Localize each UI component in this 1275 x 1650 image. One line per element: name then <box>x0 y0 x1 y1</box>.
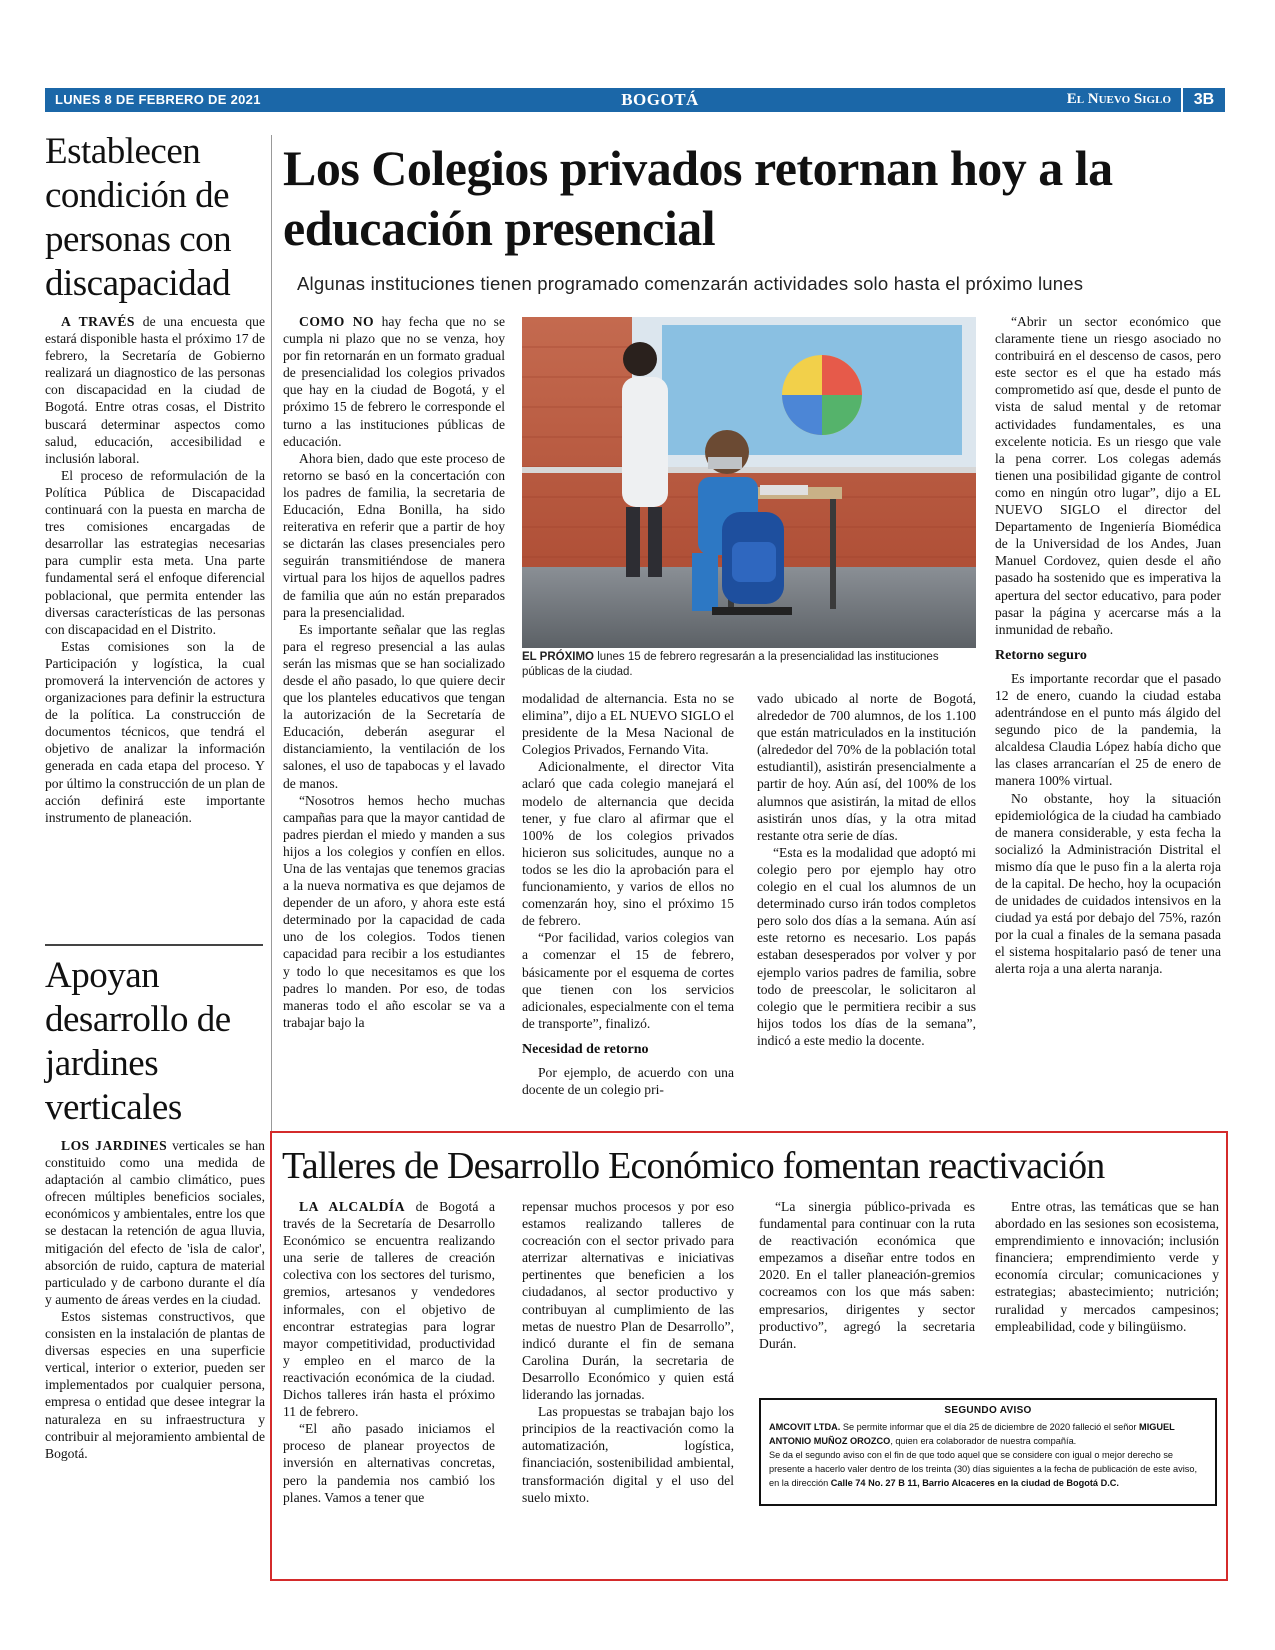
paragraph: No obstante, hoy la situación epidemiológica de la ciudad ha cambiado de manera considerable, y esta fecha la socializó la Administración Distrital el mismo día que le puso fin a la alerta roja de la capital. De hecho, hoy la ocupación de unidades de cuidados intensivos en la ciudad ya está por debajo del 75%, razón por la cual a finales de la semana pasada el sistema hospitalario pasó de tener una alerta roja a una alerta naranja. <box>995 790 1221 977</box>
notice-address: Calle 74 No. 27 B 11, Barrio Alcaceres en la ciudad de Bogotá D.C. <box>830 1478 1119 1488</box>
box-headline: Talleres de Desarrollo Económico fomentan reactivación <box>282 1145 1105 1187</box>
paragraph: Estos sistemas constructivos, que consisten en la instalación de plantas de diversas especies en una superficie vertical, interior o exterior, pueden ser implementados por cualquier persona, empresa o entidad que desee integrar la naturaleza en su infraestructura y contribuir al mejoramiento ambiental de Bogotá. <box>45 1308 265 1461</box>
sidebar-divider <box>45 944 263 946</box>
lead-in: LA ALCALDÍA <box>299 1199 406 1214</box>
paragraph: Entre otras, las temáticas que se han abordado en las sesiones son ecosistema, emprendimiento e innovación; inclusión financiera; emprendimiento verde y economía circular; comunicaciones y estrategias; abastecimiento; nutrición; ruralidad y mercados campesinos; empleabilidad, code y bilingüismo. <box>995 1199 1219 1334</box>
paragraph: de Bogotá a través de la Secretaría de Desarrollo Económico se encuentra realizando una serie de talleres de creación colectiva con los sectores del turismo, gremios, artesanos y vendedores informales, con el objetivo de encontrar estrategias para lograr mayor competitividad, productividad y empleo en el marco de la reactivación económica de la ciudad. Dichos talleres irán hasta el próximo 11 de febrero. <box>283 1199 495 1420</box>
paragraph: de una encuesta que estará disponible hasta el próximo 17 de febrero, la Secretaría de Gobierno realizará un diagnostico de las personas con discapacidad en la ciudad de Bogotá. Entre otras cosas, el Distrito buscará determinar aspectos como salud, educación, accesibilidad e inclusión laboral. <box>45 314 265 466</box>
lead-in: LOS JARDINES <box>61 1138 168 1153</box>
photo-caption <box>522 650 976 680</box>
page-header-bar <box>45 88 1225 112</box>
sidebar-headline-1: Establecen condición de personas con discapacidad <box>45 131 232 304</box>
main-column-1 <box>283 313 505 1031</box>
crosshead: Retorno seguro <box>995 647 1087 663</box>
caption-text: lunes 15 de febrero regresarán a la presencialidad las instituciones públicas de la ciudad. <box>522 651 939 678</box>
caption-label: EL PRÓXIMO <box>522 651 594 663</box>
paragraph: “Por facilidad, varios colegios van a comenzar el 15 de febrero, básicamente por el esquema de cortes que tienen con los servicios adicionales, especialmente con el tema de transporte”, finalizó. <box>522 930 734 1031</box>
paragraph: Estas comisiones son la de Participación y logística, la cual promoverá la intervención de actores y organizaciones para definir la estructura de la política. La construcción de documentos técnicos, que tendrá el objetivo de analizar la información generada en cada etapa del proceso. Y por último la construcción de un plan de acción definirá este importante instrumento de planeación. <box>45 638 265 825</box>
box-column-4 <box>995 1198 1219 1335</box>
sidebar-headline-2: Apoyan desarrollo de jardines verticales <box>45 955 231 1128</box>
box-column-2 <box>522 1198 734 1506</box>
paragraph: “Esta es la modalidad que adoptó mi colegio pero por ejemplo hay otro colegio en el cual los alumnos de un determinado curso irán todos completos pero solo dos días a la semana. Aún así este retorno es necesario. Los papás estaban desesperados por volver y por ejemplo varios padres de familia, sobre todo de preescolar, le solicitaron al colegio que le permitiera recibir a sus hijos todos los días de la semana”, indicó a este medio la docente. <box>757 844 976 1048</box>
classroom-photo <box>522 317 976 648</box>
paragraph: verticales se han constituido como una medida de adaptación al cambio climático, pues ofrecen múltiples beneficios sociales, económicos y ambientales, entre los que se destacan la retención de agua lluvia, mitigación del efecto de 'isla de calor', absorción de ruido, captura de material particulado y de carbono durante el día y aumento de áreas verdes en la ciudad. <box>45 1138 265 1307</box>
newspaper-name: El Nuevo Siglo <box>1066 91 1171 107</box>
classroom-illustration <box>522 317 976 648</box>
notice-company: AMCOVIT LTDA. <box>769 1422 841 1432</box>
paragraph: Adicionalmente, el director Vita aclaró que cada colegio manejará el modelo de alternancia que decida tener, y fue claro al afirmar que el 100% de los colegios privados hicieron sus solicitudes, aunque no a todos se les dio la aprobación para el funcionamiento, y varios de ellos no comenzarán hoy, sino el próximo 15 de febrero. <box>522 759 734 929</box>
page-number: 3B <box>1181 88 1225 112</box>
legal-notice <box>759 1398 1217 1506</box>
crosshead: Necesidad de retorno <box>522 1041 649 1057</box>
main-column-4 <box>995 313 1221 978</box>
main-subheadline: Algunas instituciones tienen programado comenzarán actividades solo hasta el próximo lunes <box>297 273 1084 294</box>
notice-text: Se permite informar que el día 25 de diciembre de 2020 falleció el señor <box>840 1422 1140 1432</box>
box-column-1 <box>283 1198 495 1506</box>
notice-text: , quien era colaborador de nuestra compañía. <box>890 1436 1077 1446</box>
box-column-3 <box>759 1198 975 1352</box>
notice-body <box>769 1420 1207 1490</box>
paragraph: modalidad de alternancia. Esta no se elimina”, dijo a EL NUEVO SIGLO el presidente de la Mesa Nacional de Colegios Privados, Fernando Vita. <box>522 691 734 758</box>
lead-in: A TRAVÉS <box>61 314 135 329</box>
paragraph: Por ejemplo, de acuerdo con una docente de un colegio pri- <box>522 1064 734 1098</box>
paragraph: vado ubicado al norte de Bogotá, alrededor de 700 alumnos, de los 1.100 que están matriculados en la institución (alrededor del 70% de la población total estudiantil), asistirán presencialmente a partir de hoy. Aún así, del 100% de los alumnos que asistirán, la mitad de ellos asistirán unos días, y la otra mitad restante otra serie de días. <box>757 691 976 843</box>
main-column-2 <box>522 690 734 1098</box>
paragraph: “El año pasado iniciamos el proceso de planear proyectos de inversión en alternativas concretas, pero la pandemia nos cambió los planes. Vamos a tener que <box>283 1421 495 1505</box>
paragraph: Es importante señalar que las reglas para el regreso presencial a las aulas serán las mismas que se han socializado desde el año pasado, lo que quiere decir que los planteles educativos que tengan la autorización de la Secretaría de Educación, deberán asegurar el distanciamiento, la ventilación de los salones, el uso de tapabocas y el lavado de manos. <box>283 621 505 791</box>
notice-title: SEGUNDO AVISO <box>944 1405 1032 1416</box>
notice-person: MIGUEL ANTONIO MUÑOZ OROZCO <box>769 1422 1175 1446</box>
main-column-3 <box>757 690 976 1049</box>
sidebar-story-1-body <box>45 313 265 826</box>
paragraph: “La sinergia público-privada es fundamental para continuar con la ruta de reactivación económica que empezamos a diseñar entre todos en 2020. En el taller planeación-gremios cocreamos con los que más saben: empresarios, dirigentes y sector productivo”, agregó la secretaria Durán. <box>759 1199 975 1351</box>
main-headline: Los Colegios privados retornan hoy a la educación presencial <box>283 140 1113 256</box>
paragraph: El proceso de reformulación de la Política Pública de Discapacidad continuará con la puesta en marcha de tres comisiones encargadas de desarrollar las estrategias necesarias para cumplir esta meta. Una parte fundamental será el enfoque diferencial poblacional, que permita entender las diversas características de las personas con discapacidad en el Distrito. <box>45 467 265 637</box>
sidebar-story-2-body <box>45 1137 265 1462</box>
issue-date: LUNES 8 DE FEBRERO DE 2021 <box>55 92 261 107</box>
paragraph: hay fecha que no se cumpla ni plazo que no se venza, hoy por fin retornarán en un formato gradual de presencialidad los colegios privados que hay en la ciudad de Bogotá, y el próximo 15 de febrero le corresponde el turno a las instituciones públicas de educación. <box>283 314 505 449</box>
section-name: BOGOTÁ <box>621 90 699 109</box>
paragraph: “Abrir un sector económico que claramente tiene un riesgo asociado no contribuirá en el descenso de casos, pero este sector es el que ha estado más comprometido así que, desde el punto de vista de salud mental y de retomar actividades fundamentales, es una excelente noticia. Es un riesgo que vale la pena correr. Los colegas además tienen una posibilidad gigante de control como en ningún otro lugar”, dijo a EL NUEVO SIGLO el director del Departamento de Ingeniería Biomédica de la Universidad de los Andes, Juan Manuel Cordovez, quien desde el año pasado ha sostenido que es imperativa la apertura del sector educativo, para poder pasar la página y acercarse más a la inmunidad de rebaño. <box>995 314 1221 637</box>
lead-in: COMO NO <box>299 314 375 329</box>
paragraph: Ahora bien, dado que este proceso de retorno se basó en la concertación con los padres de familia, la secretaria de Educación, Edna Bonilla, ha sido reiterativa en referir que a partir de hoy se dictarán las clases presenciales pero seguirán transmitiéndose de manera virtual para los hijos de aquellos padres de familia que aún no están preparados para la presencialidad. <box>283 450 505 620</box>
notice-text: Se da el segundo aviso con el fin de que todo aquel que se considere con igual o mejor derecho se presente a hacerlo valer dentro de los treinta (30) días siguientes a la fecha de publicación de este aviso, en la dirección <box>769 1450 1197 1488</box>
paragraph: Las propuestas se trabajan bajo los principios de la reactivación como la automatización, logística, financiación, sostenibilidad ambiental, transformación digital y el uso del suelo mixto. <box>522 1404 734 1505</box>
paragraph: Es importante recordar que el pasado 12 de enero, cuando la ciudad estaba adentrándose en el punto más álgido del segundo pico de la pandemia, la alcaldesa Claudia López había dicho que las clases arrancarían el 25 de enero de manera 100% virtual. <box>995 670 1221 789</box>
paragraph: repensar muchos procesos y por eso estamos realizando talleres de cocreación con el sector privado para aterrizar alternativas e iniciativas pertinentes que beneficien a los ciudadanos, al sector productivo y contribuyan al cumplimiento de las metas de nuestro Plan de Desarrollo”, indicó durante el fin de semana Carolina Durán, la secretaria de Desarrollo Económico y quien está liderando las jornadas. <box>522 1199 734 1403</box>
paragraph: “Nosotros hemos hecho muchas campañas para que la mayor cantidad de padres pierdan el miedo y manden a sus hijos a los colegios y confíen en ellos. Una de las ventajas que tenemos gracias a la nueva normativa es que dejamos de depender de un aforo, y ahora este está determinado por la capacidad de cada uno de los colegios. Todos tienen capacidad para recibir a los estudiantes y todo lo que necesitamos es que los padres lo manden. Por eso, de todas maneras todo el año escolar se va a trabajar bajo la <box>283 792 505 1030</box>
